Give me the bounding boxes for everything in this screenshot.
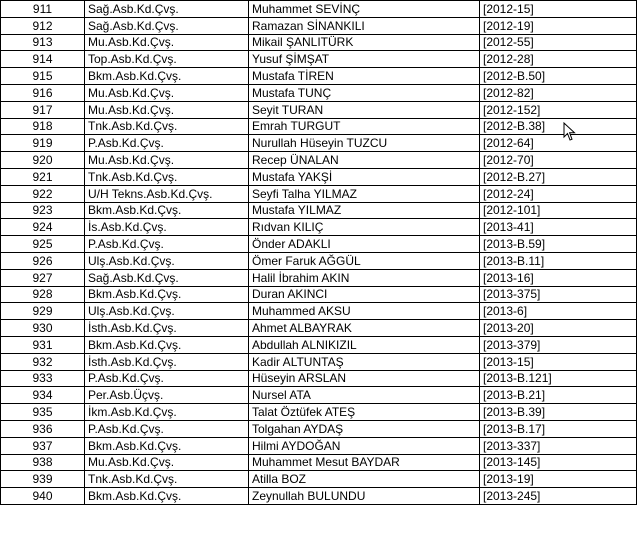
rank-cell: Tnk.Asb.Kd.Çvş.	[85, 118, 249, 135]
code-cell: [2012-55]	[480, 34, 637, 51]
code-cell: [2012-24]	[480, 185, 637, 202]
rank-cell: İsth.Asb.Kd.Çvş.	[85, 353, 249, 370]
rank-cell: Bkm.Asb.Kd.Çvş.	[85, 488, 249, 505]
table-row	[1, 471, 637, 488]
name-cell: Hilmi AYDOĞAN	[249, 437, 480, 454]
table-row	[1, 84, 637, 101]
name-cell: Nurullah Hüseyin TUZCU	[249, 135, 480, 152]
table-row	[1, 488, 637, 505]
name-cell: Mustafa TUNÇ	[249, 84, 480, 101]
name-cell: Nursel ATA	[249, 387, 480, 404]
rank-cell: Ulş.Asb.Kd.Çvş.	[85, 252, 249, 269]
rank-cell: İs.Asb.Kd.Çvş.	[85, 219, 249, 236]
row-number: 932	[1, 353, 85, 370]
rank-cell: Bkm.Asb.Kd.Çvş.	[85, 202, 249, 219]
rank-cell: Mu.Asb.Kd.Çvş.	[85, 152, 249, 169]
table-row	[1, 118, 637, 135]
rank-cell: İkm.Asb.Kd.Çvş.	[85, 404, 249, 421]
row-number: 921	[1, 168, 85, 185]
table-row	[1, 185, 637, 202]
rank-cell: Tnk.Asb.Kd.Çvş.	[85, 168, 249, 185]
row-number: 915	[1, 68, 85, 85]
code-cell: [2013-6]	[480, 303, 637, 320]
row-number: 917	[1, 101, 85, 118]
name-cell: Zeynullah BULUNDU	[249, 488, 480, 505]
table-row	[1, 202, 637, 219]
code-cell: [2012-28]	[480, 51, 637, 68]
name-cell: Ahmet ALBAYRAK	[249, 320, 480, 337]
table-row	[1, 219, 637, 236]
rank-cell: Mu.Asb.Kd.Çvş.	[85, 84, 249, 101]
row-number: 937	[1, 437, 85, 454]
row-number: 911	[1, 1, 85, 18]
rank-cell: P.Asb.Kd.Çvş.	[85, 236, 249, 253]
name-cell: Tolgahan AYDAŞ	[249, 420, 480, 437]
name-cell: Recep ÜNALAN	[249, 152, 480, 169]
table-row	[1, 68, 637, 85]
row-number: 936	[1, 420, 85, 437]
row-number: 938	[1, 454, 85, 471]
name-cell: Talat Öztüfek ATEŞ	[249, 404, 480, 421]
rank-cell: Bkm.Asb.Kd.Çvş.	[85, 336, 249, 353]
name-cell: Muhammet Mesut BAYDAR	[249, 454, 480, 471]
row-number: 920	[1, 152, 85, 169]
row-number: 924	[1, 219, 85, 236]
rank-cell: P.Asb.Kd.Çvş.	[85, 420, 249, 437]
code-cell: [2012-19]	[480, 17, 637, 34]
rank-cell: Bkm.Asb.Kd.Çvş.	[85, 286, 249, 303]
rank-cell: P.Asb.Kd.Çvş.	[85, 370, 249, 387]
code-cell: [2013-B.21]	[480, 387, 637, 404]
rank-cell: İsth.Asb.Kd.Çvş.	[85, 320, 249, 337]
row-number: 918	[1, 118, 85, 135]
rank-cell: Tnk.Asb.Kd.Çvş.	[85, 471, 249, 488]
row-number: 940	[1, 488, 85, 505]
name-cell: Halil İbrahim AKIN	[249, 269, 480, 286]
table-row	[1, 135, 637, 152]
code-cell: [2012-B.50]	[480, 68, 637, 85]
row-number: 931	[1, 336, 85, 353]
code-cell: [2013-16]	[480, 269, 637, 286]
name-cell: Mustafa YILMAZ	[249, 202, 480, 219]
name-cell: Rıdvan KILIÇ	[249, 219, 480, 236]
name-cell: Mikail ŞANLITÜRK	[249, 34, 480, 51]
row-number: 925	[1, 236, 85, 253]
rank-cell: Mu.Asb.Kd.Çvş.	[85, 454, 249, 471]
code-cell: [2013-245]	[480, 488, 637, 505]
rank-cell: Mu.Asb.Kd.Çvş.	[85, 34, 249, 51]
row-number: 923	[1, 202, 85, 219]
table-row	[1, 370, 637, 387]
table-row	[1, 454, 637, 471]
code-cell: [2012-70]	[480, 152, 637, 169]
table-row	[1, 320, 637, 337]
rank-cell: Sağ.Asb.Kd.Çvş.	[85, 1, 249, 18]
table-row	[1, 303, 637, 320]
rank-cell: Bkm.Asb.Kd.Çvş.	[85, 68, 249, 85]
row-number: 914	[1, 51, 85, 68]
code-cell: [2013-19]	[480, 471, 637, 488]
code-cell: [2013-15]	[480, 353, 637, 370]
code-cell: [2013-B.39]	[480, 404, 637, 421]
table-row	[1, 101, 637, 118]
name-cell: Atilla BOZ	[249, 471, 480, 488]
name-cell: Önder ADAKLI	[249, 236, 480, 253]
table-row	[1, 336, 637, 353]
name-cell: Duran AKINCI	[249, 286, 480, 303]
code-cell: [2013-379]	[480, 336, 637, 353]
name-cell: Muhammed AKSU	[249, 303, 480, 320]
row-number: 935	[1, 404, 85, 421]
table-row	[1, 152, 637, 169]
table-row	[1, 17, 637, 34]
name-cell: Hüseyin ARSLAN	[249, 370, 480, 387]
name-cell: Kadir ALTUNTAŞ	[249, 353, 480, 370]
code-cell: [2013-20]	[480, 320, 637, 337]
table-row	[1, 34, 637, 51]
table-row	[1, 353, 637, 370]
code-cell: [2013-B.17]	[480, 420, 637, 437]
row-number: 912	[1, 17, 85, 34]
code-cell: [2013-B.59]	[480, 236, 637, 253]
rank-cell: Sağ.Asb.Kd.Çvş.	[85, 269, 249, 286]
name-cell: Ramazan SİNANKILI	[249, 17, 480, 34]
code-cell: [2013-B.11]	[480, 252, 637, 269]
rank-cell: P.Asb.Kd.Çvş.	[85, 135, 249, 152]
personnel-table-body	[1, 1, 637, 505]
name-cell: Ömer Faruk AĞGÜL	[249, 252, 480, 269]
rank-cell: Per.Asb.Üçvş.	[85, 387, 249, 404]
table-row	[1, 404, 637, 421]
rank-cell: U/H Tekns.Asb.Kd.Çvş.	[85, 185, 249, 202]
table-row	[1, 1, 637, 18]
table-row	[1, 252, 637, 269]
code-cell: [2013-B.121]	[480, 370, 637, 387]
code-cell: [2012-15]	[480, 1, 637, 18]
table-row	[1, 168, 637, 185]
name-cell: Seyit TURAN	[249, 101, 480, 118]
name-cell: Abdullah ALNIKIZIL	[249, 336, 480, 353]
table-row	[1, 236, 637, 253]
rank-cell: Bkm.Asb.Kd.Çvş.	[85, 437, 249, 454]
row-number: 928	[1, 286, 85, 303]
table-row	[1, 51, 637, 68]
code-cell: [2013-337]	[480, 437, 637, 454]
row-number: 919	[1, 135, 85, 152]
row-number: 939	[1, 471, 85, 488]
table-row	[1, 420, 637, 437]
code-cell: [2012-B.27]	[480, 168, 637, 185]
code-cell: [2013-375]	[480, 286, 637, 303]
row-number: 913	[1, 34, 85, 51]
code-cell: [2013-41]	[480, 219, 637, 236]
row-number: 930	[1, 320, 85, 337]
row-number: 929	[1, 303, 85, 320]
rank-cell: Sağ.Asb.Kd.Çvş.	[85, 17, 249, 34]
code-cell: [2012-101]	[480, 202, 637, 219]
table-row	[1, 387, 637, 404]
name-cell: Emrah TURGUT	[249, 118, 480, 135]
row-number: 933	[1, 370, 85, 387]
row-number: 927	[1, 269, 85, 286]
row-number: 922	[1, 185, 85, 202]
code-cell: [2012-64]	[480, 135, 637, 152]
row-number: 916	[1, 84, 85, 101]
code-cell: [2012-B.38]	[480, 118, 637, 135]
row-number: 934	[1, 387, 85, 404]
name-cell: Seyfi Talha YILMAZ	[249, 185, 480, 202]
name-cell: Muhammet SEVİNÇ	[249, 1, 480, 18]
name-cell: Yusuf ŞİMŞAT	[249, 51, 480, 68]
code-cell: [2012-82]	[480, 84, 637, 101]
table-row	[1, 269, 637, 286]
rank-cell: Ulş.Asb.Kd.Çvş.	[85, 303, 249, 320]
table-row	[1, 437, 637, 454]
rank-cell: Top.Asb.Kd.Çvş.	[85, 51, 249, 68]
mouse-cursor-icon	[563, 122, 577, 142]
row-number: 926	[1, 252, 85, 269]
table-row	[1, 286, 637, 303]
code-cell: [2012-152]	[480, 101, 637, 118]
name-cell: Mustafa YAKŞİ	[249, 168, 480, 185]
code-cell: [2013-145]	[480, 454, 637, 471]
name-cell: Mustafa TİREN	[249, 68, 480, 85]
rank-cell: Mu.Asb.Kd.Çvş.	[85, 101, 249, 118]
